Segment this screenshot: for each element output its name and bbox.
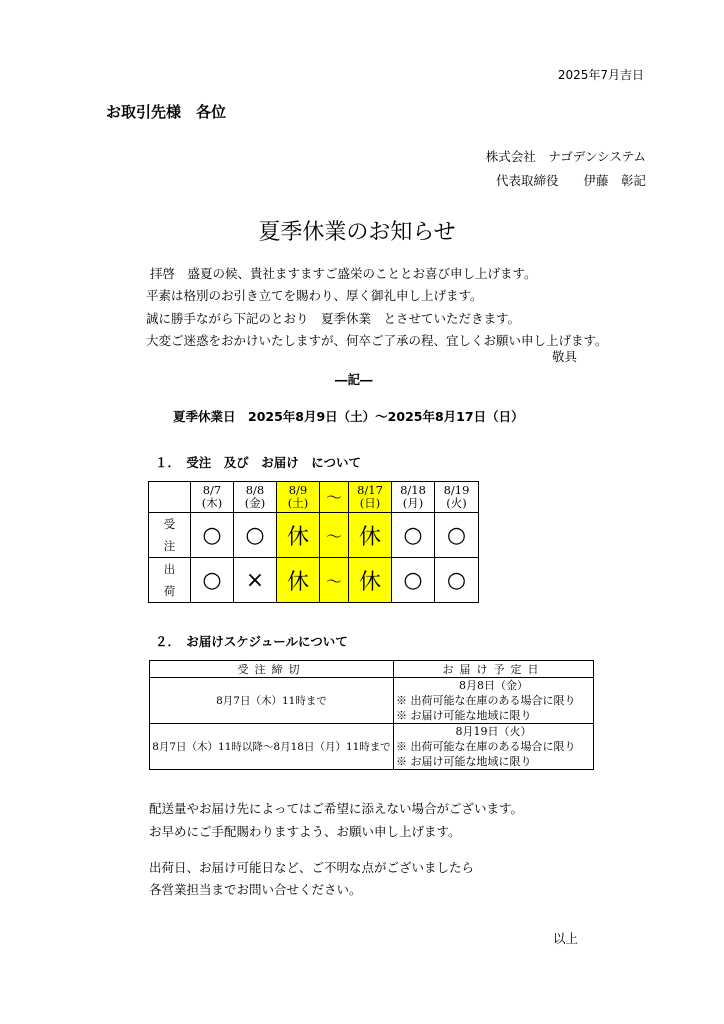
header-cutoff: 受注締切	[150, 661, 394, 678]
footer-line-2: お早めにご手配賜わりますよう、お願い申し上げます。	[149, 824, 461, 839]
closing-keigu: 敬具	[552, 349, 578, 364]
status-cell: ×	[234, 558, 277, 603]
company-name: 株式会社 ナゴデンシステム	[485, 149, 646, 164]
status-cell: 休	[277, 558, 320, 603]
page-title: 夏季休業のお知らせ	[258, 220, 456, 245]
table-row	[150, 678, 594, 724]
cutoff-cell: 8月7日（木）11時まで	[150, 678, 394, 724]
status-cell: 休	[349, 513, 392, 558]
status-cell: ○	[435, 513, 479, 558]
row-label-shipping: 出 荷	[149, 558, 191, 603]
holiday-period: 夏季休業日 2025年8月9日（土）～2025年8月17日（日）	[173, 409, 524, 424]
status-cell: ～	[320, 513, 349, 558]
table-row	[149, 558, 479, 603]
date-header: 8/17 (日)	[349, 482, 392, 513]
body-line-3: 誠に勝手ながら下記のとおり 夏季休業 とさせていただきます。	[146, 311, 521, 326]
date-header: 8/7 (木)	[191, 482, 234, 513]
footer-line-3: 出荷日、お届け可能日など、ご不明な点がございましたら	[149, 860, 475, 875]
date-header: 8/9 (土)	[277, 482, 320, 513]
status-cell: ○	[234, 513, 277, 558]
representative: 代表取締役 伊藤 彰記	[495, 173, 646, 188]
row-label-order: 受 注	[149, 513, 191, 558]
date-header: 8/19 (火)	[435, 482, 479, 513]
header-delivery-date: お届け予定日	[394, 661, 594, 678]
status-cell: ○	[191, 513, 234, 558]
table-header-row	[150, 661, 594, 678]
cutoff-cell: 8月7日（木）11時以降～8月18日（月）11時まで	[150, 724, 394, 770]
status-cell: ○	[392, 513, 435, 558]
status-cell: ○	[191, 558, 234, 603]
delivery-cell: 8月8日（金） ※ 出荷可能な在庫のある場合に限り ※ お届け可能な地域に限り	[394, 678, 594, 724]
body-line-4: 大変ご迷惑をおかけいたしますが、何卒ご了承の程、宜しくお願い申し上げます。	[146, 333, 608, 348]
status-cell: ～	[320, 558, 349, 603]
closing-ijo: 以上	[553, 931, 579, 946]
section2-heading: ２． お届けスケジュールについて	[155, 634, 348, 649]
table-row	[150, 724, 594, 770]
body-line-2: 平素は格別のお引き立てを賜わり、厚く御礼申し上げます。	[146, 288, 483, 303]
status-cell: 休	[277, 513, 320, 558]
order-shipping-table	[148, 481, 479, 603]
corner-cell	[149, 482, 191, 513]
delivery-cell: 8月19日（火） ※ 出荷可能な在庫のある場合に限り ※ お届け可能な地域に限り	[394, 724, 594, 770]
document-date: 2025年7月吉日	[557, 68, 644, 82]
delivery-schedule-table	[149, 660, 594, 770]
addressee: お取引先様 各位	[106, 103, 227, 121]
table-header-row	[149, 482, 479, 513]
ki-heading: ―記―	[335, 372, 373, 387]
date-header: 8/8 (金)	[234, 482, 277, 513]
date-header: ～	[320, 482, 349, 513]
section1-heading: １． 受注 及び お届け について	[155, 455, 362, 470]
body-line-1: 拝啓 盛夏の候、貴社ますますご盛栄のこととお喜び申し上げます。	[150, 266, 537, 281]
status-cell: ○	[392, 558, 435, 603]
date-header: 8/18 (月)	[392, 482, 435, 513]
status-cell: 休	[349, 558, 392, 603]
footer-line-4: 各営業担当までお問い合せください。	[149, 882, 362, 897]
footer-line-1: 配送量やお届け先によってはご希望に添えない場合がございます。	[149, 801, 524, 816]
status-cell: ○	[435, 558, 479, 603]
table-row	[149, 513, 479, 558]
